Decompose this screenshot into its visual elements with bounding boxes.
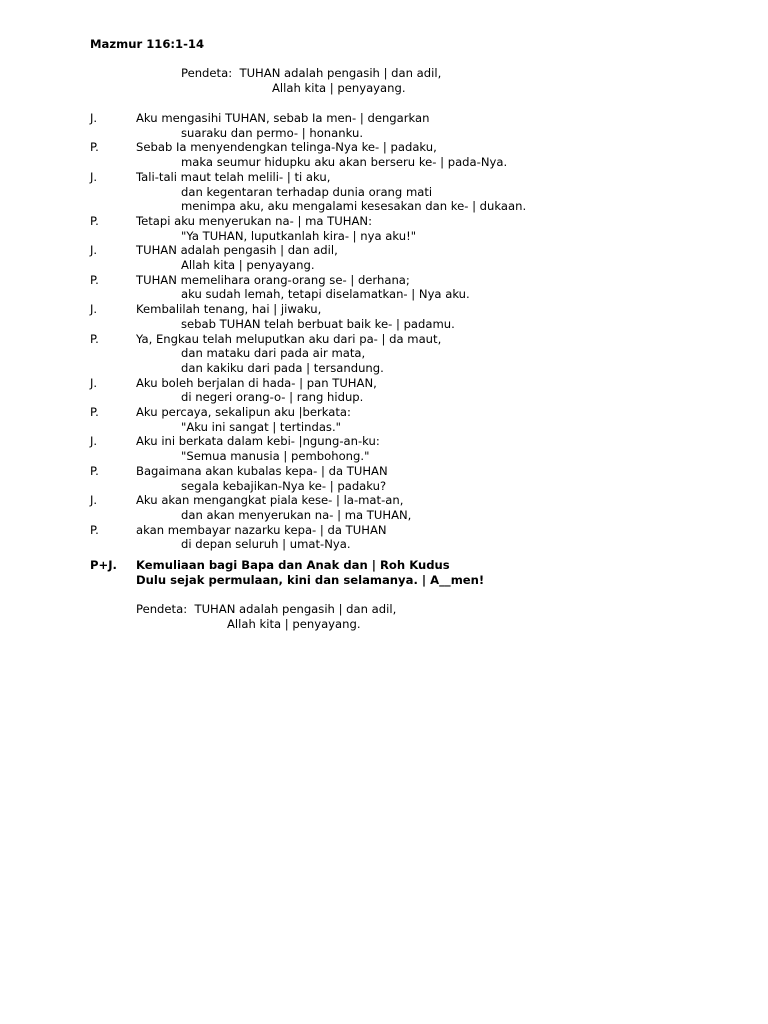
verse-speaker: P. xyxy=(90,463,99,478)
intro-line-1 xyxy=(181,66,441,81)
verse-line: TUHAN memelihara orang-orang se- | derhana; xyxy=(136,272,410,287)
closing-label: Pendeta: xyxy=(136,602,188,616)
verse-line: Kembalilah tenang, hai | jiwaku, xyxy=(136,302,322,317)
verse-speaker: P. xyxy=(90,140,99,155)
verse-line: di depan seluruh | umat-Nya. xyxy=(181,537,351,552)
verse-line: segala kebajikan-Nya ke- | padaku? xyxy=(181,478,387,493)
intro-line-2: Allah kita | penyayang. xyxy=(272,81,406,95)
verse-line: "Ya TUHAN, luputkanlah kira- | nya aku!" xyxy=(181,228,417,243)
verse-speaker: J. xyxy=(90,302,98,317)
closing-line-2: Allah kita | penyayang. xyxy=(227,617,361,631)
verse-speaker: P. xyxy=(90,405,99,419)
closing-line-1 xyxy=(136,602,396,617)
verse-line: Ya, Engkau telah meluputkan aku dari pa- | da maut, xyxy=(136,331,442,346)
verse-speaker: P. xyxy=(90,331,99,346)
verse-line: Aku percaya, sekalipun aku |berkata: xyxy=(136,405,351,419)
verse-line: dan kakiku dari pada | tersandung. xyxy=(181,360,384,375)
verse-line: "Semua manusia | pembohong." xyxy=(181,449,370,464)
verse-speaker: J. xyxy=(90,169,98,184)
verse-line: akan membayar nazarku kepa- | da TUHAN xyxy=(136,522,387,537)
gloria-line-2: Dulu sejak permulaan, kini dan selamanya. | A__men! xyxy=(136,573,485,587)
verse-line: dan kegentaran terhadap dunia orang mati xyxy=(181,184,433,199)
gloria-line-1: Kemuliaan bagi Bapa dan Anak dan | Roh Kudus xyxy=(136,558,450,572)
verse-speaker: P. xyxy=(90,272,99,287)
verse-line: di negeri orang-o- | rang hidup. xyxy=(181,390,364,405)
verse-speaker: J. xyxy=(90,243,98,258)
gloria-speaker: P+J. xyxy=(90,558,117,572)
closing-text-1: TUHAN adalah pengasih | dan adil, xyxy=(194,602,397,616)
verse-line: Aku akan mengangkat piala kese- | la-mat-an, xyxy=(136,493,404,508)
verse-line: Aku boleh berjalan di hada- | pan TUHAN, xyxy=(136,375,377,390)
verse-line: sebab TUHAN telah berbuat baik ke- | padamu. xyxy=(181,316,455,331)
verse-line: menimpa aku, aku mengalami kesesakan dan ke- | dukaan. xyxy=(181,199,527,214)
verse-speaker: J. xyxy=(90,111,98,125)
verse-line: aku sudah lemah, tetapi diselamatkan- | Nya aku. xyxy=(181,287,470,302)
verse-speaker: J. xyxy=(90,375,98,390)
verse-line: Aku mengasihi TUHAN, sebab Ia men- | dengarkan xyxy=(136,111,430,125)
page-title: Mazmur 116:1-14 xyxy=(90,37,205,51)
verse-line: Tali-tali maut telah melili- | ti aku, xyxy=(136,169,331,184)
verse-line: Allah kita | penyayang. xyxy=(181,258,315,272)
verse-line: maka seumur hidupku aku akan berseru ke- | pada-Nya. xyxy=(181,155,508,170)
verse-line: Aku ini berkata dalam kebi- |ngung-an-ku: xyxy=(136,434,380,449)
verse-line: Tetapi aku menyerukan na- | ma TUHAN: xyxy=(136,213,372,228)
verse-line: dan mataku dari pada air mata, xyxy=(181,346,366,361)
verse-line: suaraku dan permo- | honanku. xyxy=(181,125,364,140)
verse-speaker: J. xyxy=(90,434,98,449)
intro-text-1: TUHAN adalah pengasih | dan adil, xyxy=(239,66,442,80)
verse-speaker: P. xyxy=(90,213,99,228)
verse-line: Bagaimana akan kubalas kepa- | da TUHAN xyxy=(136,463,388,478)
verse-line: TUHAN adalah pengasih | dan adil, xyxy=(136,243,338,258)
verse-speaker: J. xyxy=(90,493,98,508)
verse-line: Sebab Ia menyendengkan telinga-Nya ke- | padaku, xyxy=(136,140,437,155)
intro-label: Pendeta: xyxy=(181,66,233,80)
verse-line: dan akan menyerukan na- | ma TUHAN, xyxy=(181,507,412,522)
verse-speaker: P. xyxy=(90,522,99,537)
verse-line: "Aku ini sangat | tertindas." xyxy=(181,419,341,434)
